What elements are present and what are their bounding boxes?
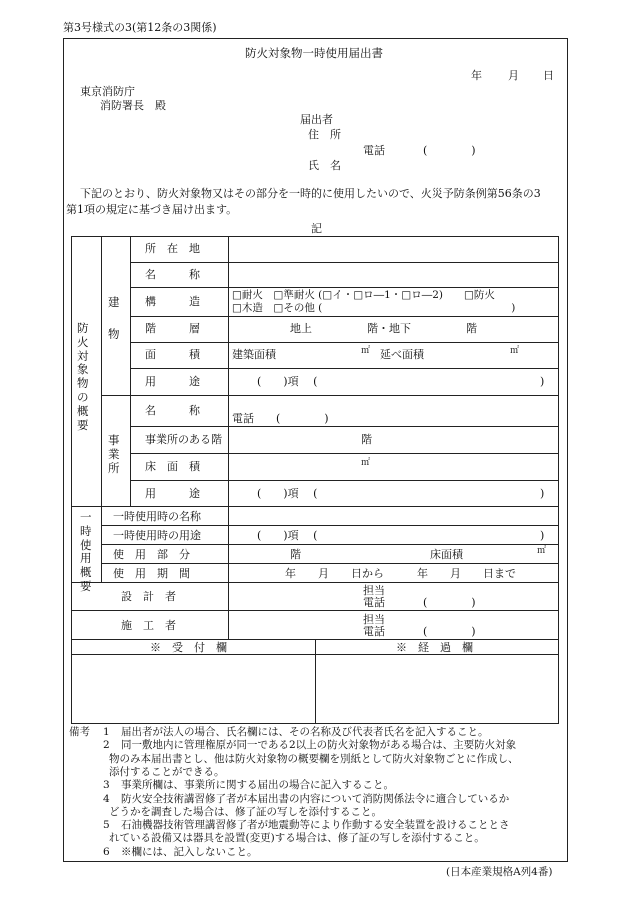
form-number: 第3号様式の3(第12条の3関係) [63, 21, 217, 34]
col-divider-1 [101, 236, 102, 506]
vertical-char: 概 [77, 403, 89, 418]
constructor-label: 施 工 者 [121, 619, 176, 632]
office-phone-value: 電話 ( ) [232, 412, 329, 425]
vertical-char: 象 [77, 362, 89, 377]
vertical-char: 事 [108, 433, 120, 447]
row-line-16 [71, 639, 558, 640]
temp-use-label: 一時使用時の用途 [113, 529, 201, 542]
row-line-8 [130, 453, 558, 454]
floors-value: 地上 階・地下 階 [290, 322, 477, 335]
temp-name-label: 一時使用時の名称 [113, 510, 201, 523]
row-line-7 [130, 426, 558, 427]
note-number: 1 [103, 726, 110, 738]
vertical-char: 使 [80, 537, 92, 552]
total-area-unit: ㎡ [510, 346, 520, 356]
ki-label: 記 [311, 222, 322, 235]
office-use-value: ( )項 ( [257, 487, 318, 500]
paper-size-note: (日本産業規格A列4番) [446, 866, 553, 878]
total-area-label: 延べ面積 [380, 348, 424, 361]
constructor-contact-person: 担当 [363, 613, 385, 626]
date-month: 月 [508, 69, 519, 82]
note-text: 添付することができる。 [109, 765, 225, 778]
building-name-label: 名 称 [145, 268, 200, 281]
applicant-address-label: 住 所 [308, 128, 341, 141]
vertical-char: 所 [108, 460, 120, 475]
note-number: 2 [103, 739, 110, 752]
temp-period-label: 使 用 期 間 [113, 567, 190, 580]
note-number: 4 [103, 792, 110, 805]
note-text: 物のみ本届出書とし、他は防火対象物の概要欄を別紙として防火対象物ごとに作成し、 [109, 752, 519, 765]
row-line-15 [71, 610, 558, 611]
intro-line1: 下記のとおり、防火対象物又はその部分を一時的に使用したいので、火災予防条例第56条の3 [80, 187, 541, 200]
office-floor-value: 階 [361, 433, 372, 446]
note-text: 同一敷地内に管理権原が同一である2以上の防火対象物がある場合は、主要防火対象 [121, 739, 517, 752]
note-text: れている設備又は器具を設置(変更)する場合は、修了証の写しを添付すること。 [109, 832, 485, 845]
date-year: 年 [471, 69, 482, 82]
structure-label: 構 造 [145, 295, 200, 308]
temp-part-label: 使 用 部 分 [113, 548, 190, 561]
row-line-13 [101, 563, 558, 564]
vertical-char: の [77, 389, 89, 404]
reception-label: ※ 受 付 欄 [150, 641, 227, 654]
row-line-3 [130, 316, 558, 317]
temp-use-close: ) [540, 529, 545, 542]
vertical-char: 時 [80, 523, 92, 538]
date-day: 日 [543, 69, 554, 82]
building-area-unit: ㎡ [361, 346, 371, 356]
table-border-left [71, 236, 72, 724]
row-line-12 [101, 544, 558, 545]
col-divider-4 [315, 639, 316, 723]
note-text: 石油機器技術管理講習修了者が地震動等により作動する安全装置を設けることとさ [121, 819, 510, 832]
col-divider-2 [130, 236, 131, 506]
structure-options-line2: □木造 □その他 ( ) [232, 302, 516, 314]
row-line-5 [130, 368, 558, 369]
vertical-char: 対 [77, 348, 89, 363]
row-line-4 [130, 342, 558, 343]
applicant-label: 届出者 [300, 113, 333, 126]
structure-options-line1: □耐火 □準耐火 (□イ・□ロ―1・□ロ―2) □防火 [232, 289, 495, 301]
row-line-1 [130, 262, 558, 263]
applicant-phone-paren: ( ) [423, 144, 476, 157]
vertical-char: 防 [77, 321, 89, 335]
designer-label: 設 計 者 [121, 590, 176, 603]
row-line-6 [101, 395, 558, 396]
building-label [108, 296, 120, 342]
note-text: 事業所欄は、事業所に関する届出の場合に記入すること。 [121, 779, 394, 792]
designer-contact-phone: 電話 [363, 596, 385, 609]
temp-part-area: 床面積 [430, 548, 463, 561]
vertical-char: 業 [108, 446, 120, 461]
vertical-char: 物 [108, 326, 120, 341]
vertical-char: 要 [77, 417, 89, 432]
temp-use-value: ( )項 ( [257, 529, 318, 542]
progress-label: ※ 経 過 欄 [396, 641, 473, 654]
form-title: 防火対象物一時使用届出書 [245, 46, 383, 60]
area-label: 面 積 [145, 348, 200, 361]
building-area-label: 建築面積 [232, 348, 276, 361]
table-border-top [71, 236, 559, 237]
note-text: 防火安全技術講習修了者が本届出書の内容について消防関係法令に適合しているか [121, 792, 510, 805]
row-line-14 [71, 582, 558, 583]
vertical-char: 建 [108, 295, 120, 309]
office-name-label: 名 称 [145, 404, 200, 417]
section-overview-label [77, 322, 89, 432]
office-use-label: 用 途 [145, 487, 200, 500]
temp-part-unit: ㎡ [537, 546, 547, 556]
building-use-label: 用 途 [145, 375, 200, 388]
constructor-contact-phone: 電話 [363, 625, 385, 638]
constructor-contact-paren: ( ) [423, 625, 476, 638]
location-label: 所 在 地 [145, 242, 200, 255]
building-use-close: ) [540, 375, 545, 388]
row-line-9 [130, 480, 558, 481]
recipient-org: 東京消防庁 [80, 85, 135, 98]
building-use-value: ( )項 ( [257, 375, 318, 388]
table-border-right [558, 236, 559, 724]
office-floor-label: 事業所のある階 [145, 433, 222, 446]
note-text: どうかを調査した場合は、修了証の写しを添付すること。 [109, 805, 382, 818]
vertical-char: 概 [80, 565, 92, 580]
intro-line2: 第1項の規定に基づき届け出ます。 [66, 203, 238, 216]
row-line-10 [71, 506, 558, 507]
table-border-bottom [71, 723, 559, 724]
office-floor-area-label: 床 面 積 [145, 460, 200, 473]
row-line-17 [71, 654, 558, 655]
designer-contact-paren: ( ) [423, 596, 476, 609]
applicant-phone-label: 電話 [363, 144, 385, 157]
office-floor-area-unit: ㎡ [361, 458, 371, 468]
vertical-char: 一 [80, 510, 92, 524]
col-divider-3 [228, 236, 229, 639]
office-use-close: ) [540, 487, 545, 500]
note-number: 3 [103, 779, 110, 792]
note-number: 5 [103, 819, 110, 832]
vertical-char: 用 [80, 551, 92, 566]
temp-period-value: 年 月 日から 年 月 日まで [285, 567, 516, 580]
recipient-person: 消防署長 殿 [100, 99, 166, 112]
vertical-char: 物 [77, 376, 89, 391]
vertical-char: 火 [77, 334, 89, 349]
section-temporary-label [80, 511, 92, 594]
notes-label: 備考 [69, 726, 90, 738]
designer-contact-person: 担当 [363, 584, 385, 597]
temp-part-floor: 階 [290, 548, 301, 561]
note-number: 6 [103, 845, 110, 858]
note-text: 届出者が法人の場合、氏名欄には、その名称及び代表者氏名を記入すること。 [121, 726, 489, 738]
floors-label: 階 層 [145, 322, 200, 335]
row-line-11 [101, 525, 558, 526]
office-label [108, 434, 120, 475]
note-text: ※欄には、記入しないこと。 [121, 845, 258, 858]
row-line-2 [130, 287, 558, 288]
vertical-char: 要 [80, 578, 92, 593]
applicant-name-label: 氏 名 [308, 159, 341, 172]
